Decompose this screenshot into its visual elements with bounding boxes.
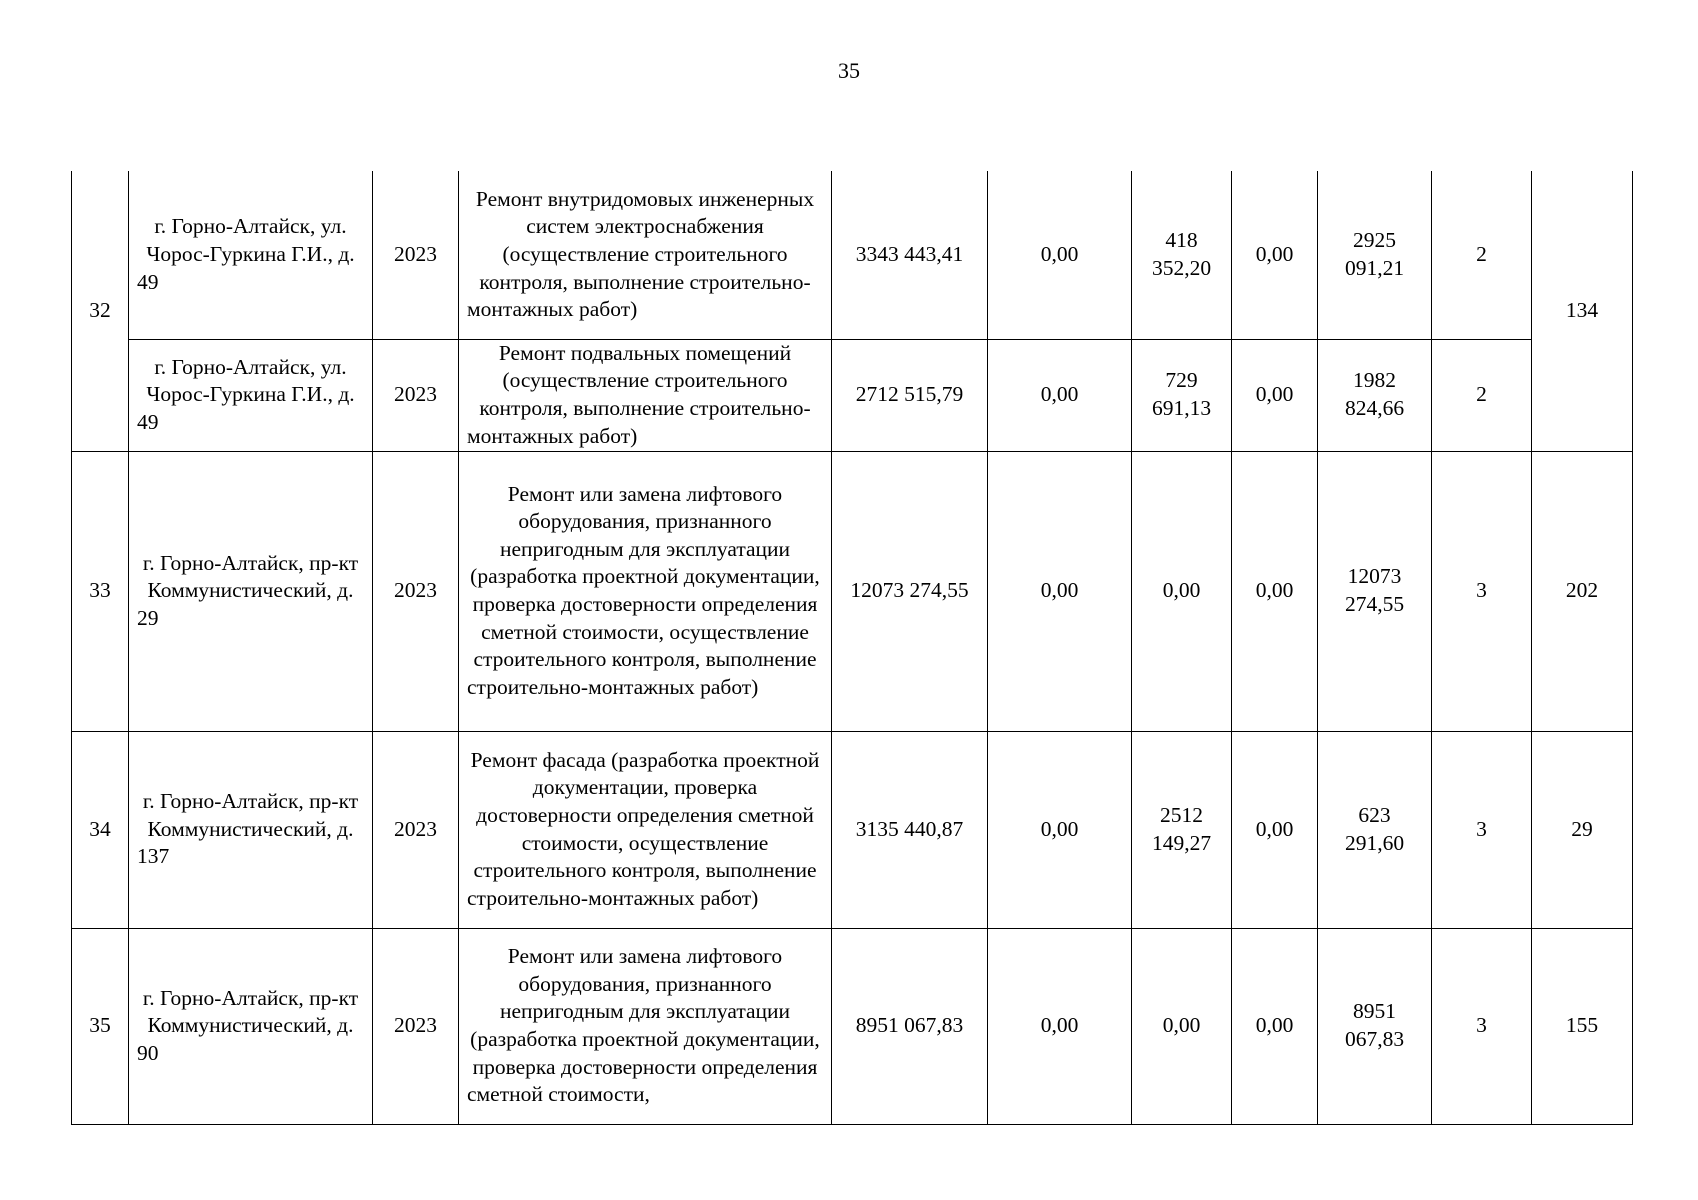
term-cell: 155 <box>1532 928 1633 1124</box>
regional-cell: 0,00 <box>1232 928 1318 1124</box>
repair-program-table <box>71 171 1633 1125</box>
page-number: 35 <box>838 58 860 83</box>
extra-funds-cell: 623 291,60 <box>1318 731 1432 928</box>
work-type-cell: Ремонт внутридомовых инженерных систем электроснабжения (осуществление строительного контроля, выполнение строительно-монтажных работ) <box>459 171 832 339</box>
method-cell: 3 <box>1432 451 1532 731</box>
row-number: 34 <box>72 731 129 928</box>
method-cell: 2 <box>1432 339 1532 451</box>
extra-funds-cell: 2925 091,21 <box>1318 171 1432 339</box>
total-cost-cell: 3135 440,87 <box>832 731 988 928</box>
term-cell: 202 <box>1532 451 1633 731</box>
fund-cell: 0,00 <box>988 928 1132 1124</box>
owners-funds-cell: 0,00 <box>1132 451 1232 731</box>
work-type-cell: Ремонт подвальных помещений (осуществление строительного контроля, выполнение строительно-монтажных работ) <box>459 339 832 451</box>
total-cost-cell: 2712 515,79 <box>832 339 988 451</box>
method-cell: 2 <box>1432 171 1532 339</box>
table-row <box>72 451 1633 731</box>
regional-cell: 0,00 <box>1232 731 1318 928</box>
owners-funds-cell: 729 691,13 <box>1132 339 1232 451</box>
owners-funds-cell: 2512 149,27 <box>1132 731 1232 928</box>
total-cost-cell: 8951 067,83 <box>832 928 988 1124</box>
table-row <box>72 339 1633 451</box>
fund-cell: 0,00 <box>988 451 1132 731</box>
table-row <box>72 731 1633 928</box>
fund-cell: 0,00 <box>988 171 1132 339</box>
address-cell: г. Горно-Алтайск, пр-кт Коммунистический, д. 90 <box>129 928 373 1124</box>
owners-funds-cell: 418 352,20 <box>1132 171 1232 339</box>
extra-funds-cell: 8951 067,83 <box>1318 928 1432 1124</box>
fund-cell: 0,00 <box>988 731 1132 928</box>
regional-cell: 0,00 <box>1232 171 1318 339</box>
row-number: 35 <box>72 928 129 1124</box>
extra-funds-cell: 1982 824,66 <box>1318 339 1432 451</box>
year-cell: 2023 <box>373 731 459 928</box>
total-cost-cell: 12073 274,55 <box>832 451 988 731</box>
year-cell: 2023 <box>373 451 459 731</box>
table-row <box>72 928 1633 1124</box>
regional-cell: 0,00 <box>1232 451 1318 731</box>
work-type-cell: Ремонт фасада (разработка проектной документации, проверка достоверности определения сметной стоимости, осуществление строительного контроля, выполнение строительно-монтажных работ) <box>459 731 832 928</box>
table-row <box>72 171 1633 339</box>
owners-funds-cell: 0,00 <box>1132 928 1232 1124</box>
total-cost-cell: 3343 443,41 <box>832 171 988 339</box>
row-number: 32 <box>72 171 129 451</box>
address-cell: г. Горно-Алтайск, пр-кт Коммунистический, д. 137 <box>129 731 373 928</box>
year-cell: 2023 <box>373 339 459 451</box>
address-cell: г. Горно-Алтайск, ул. Чорос-Гуркина Г.И., д. 49 <box>129 339 373 451</box>
fund-cell: 0,00 <box>988 339 1132 451</box>
year-cell: 2023 <box>373 171 459 339</box>
year-cell: 2023 <box>373 928 459 1124</box>
term-cell: 134 <box>1532 171 1633 451</box>
work-type-cell: Ремонт или замена лифтового оборудования, признанного непригодным для эксплуатации (разработка проектной документации, проверка достоверности определения сметной стоимости, <box>459 928 832 1124</box>
regional-cell: 0,00 <box>1232 339 1318 451</box>
address-cell: г. Горно-Алтайск, пр-кт Коммунистический, д. 29 <box>129 451 373 731</box>
row-number: 33 <box>72 451 129 731</box>
method-cell: 3 <box>1432 928 1532 1124</box>
method-cell: 3 <box>1432 731 1532 928</box>
work-type-cell: Ремонт или замена лифтового оборудования, признанного непригодным для эксплуатации (разработка проектной документации, проверка достоверности определения сметной стоимости, осуществление строительного контроля, выполнение строительно-монтажных работ) <box>459 451 832 731</box>
extra-funds-cell: 12073 274,55 <box>1318 451 1432 731</box>
term-cell: 29 <box>1532 731 1633 928</box>
address-cell: г. Горно-Алтайск, ул. Чорос-Гуркина Г.И., д. 49 <box>129 171 373 339</box>
